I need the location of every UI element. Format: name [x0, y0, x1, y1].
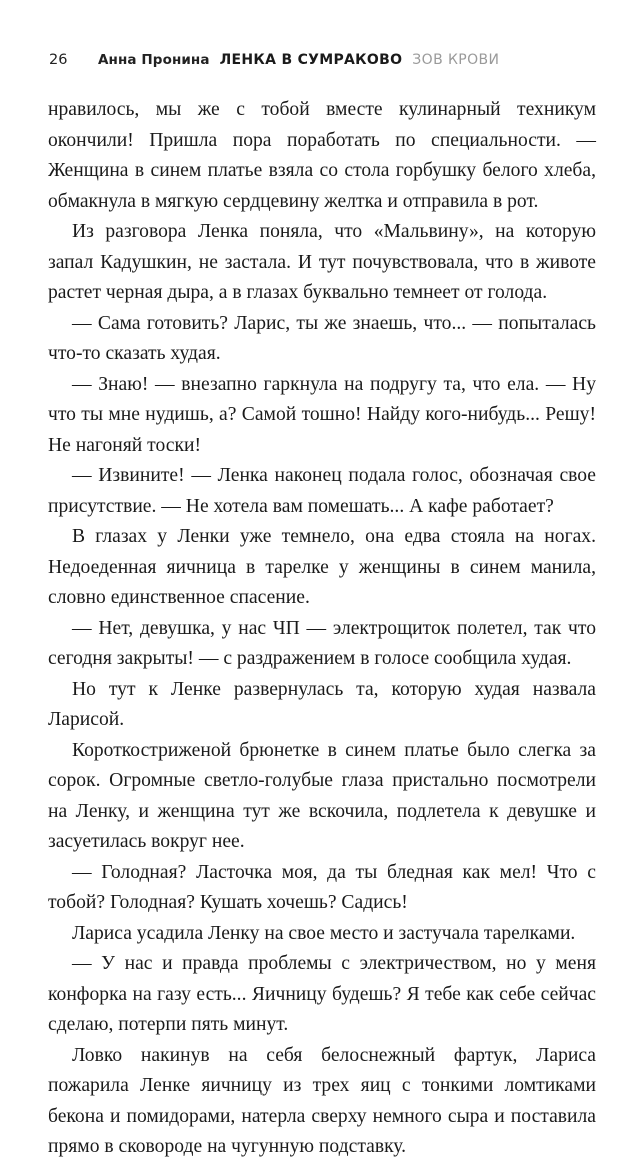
paragraph: — Голодная? Ласточка моя, да ты бледная как мел! Что с тобой? Голодная? Кушать хочешь? Садись!: [48, 861, 596, 913]
paragraph: — Извините! — Ленка наконец подала голос, обозначая свое присутствие. — Не хотела вам помешать... А кафе работает?: [48, 465, 596, 517]
paragraph: Из разговора Ленка поняла, что «Мальвину», на которую запал Кадушкин, не застала. И тут почувствовала, что в животе растет черная дыра, а в глазах буквально темнеет от голода.: [48, 221, 596, 303]
page-number: 26: [49, 52, 68, 68]
book-title: ЛЕНКА В СУМРАКОВО: [219, 52, 403, 68]
paragraph: Лариса усадила Ленку на свое место и застучала тарелками.: [72, 922, 576, 944]
paragraph: — У нас и правда проблемы с электричеством, но у меня конфорка на газу есть... Яичницу будешь? Я тебе как себе сейчас сделаю, потерпи пять минут.: [48, 953, 596, 1035]
series-title: ЗОВ КРОВИ: [412, 52, 500, 68]
running-header: [49, 52, 596, 76]
paragraph: В глазах у Ленки уже темнело, она едва стояла на ногах. Недоеденная яичница в тарелке у женщины в синем манила, словно единственное спасение.: [48, 526, 596, 608]
paragraph: Ловко накинув на себя белоснежный фартук, Лариса пожарила Ленке яичницу из трех яиц с тонкими ломтиками бекона и помидорами, натерла сверху немного сыра и поставила прямо в сковороде на чугунную подставку.: [48, 1044, 596, 1157]
paragraph: — Сама готовить? Ларис, ты же знаешь, что... — попыталась что-то сказать худая.: [48, 312, 596, 364]
page-body-text: [48, 95, 596, 1163]
paragraph: Но тут к Ленке развернулась та, которую худая назвала Ларисой.: [48, 678, 596, 730]
paragraph: — Нет, девушка, у нас ЧП — электрощиток полетел, так что сегодня закрыты! — с раздражением в голосе сообщила худая.: [48, 617, 596, 669]
paragraph: Короткостриженой брюнетке в синем платье было слегка за сорок. Огромные светло-голубые глаза пристально посмотрели на Ленку, и женщина тут же вскочила, подлетела к девушке и засуетилась вокруг нее.: [48, 739, 596, 852]
paragraph: нравилось, мы же с тобой вместе кулинарный техникум окончили! Пришла пора поработать по специальности. — Женщина в синем платье взяла со стола горбушку белого хлеба, обмакнула в мягкую сердцевину желтка и отправила в рот.: [48, 99, 596, 212]
author-name: Анна Пронина: [98, 52, 210, 68]
paragraph: — Знаю! — внезапно гаркнула на подругу та, что ела. — Ну что ты мне нудишь, а? Самой тошно! Найду кого-нибудь... Решу! Не нагоняй тоски!: [48, 373, 596, 456]
